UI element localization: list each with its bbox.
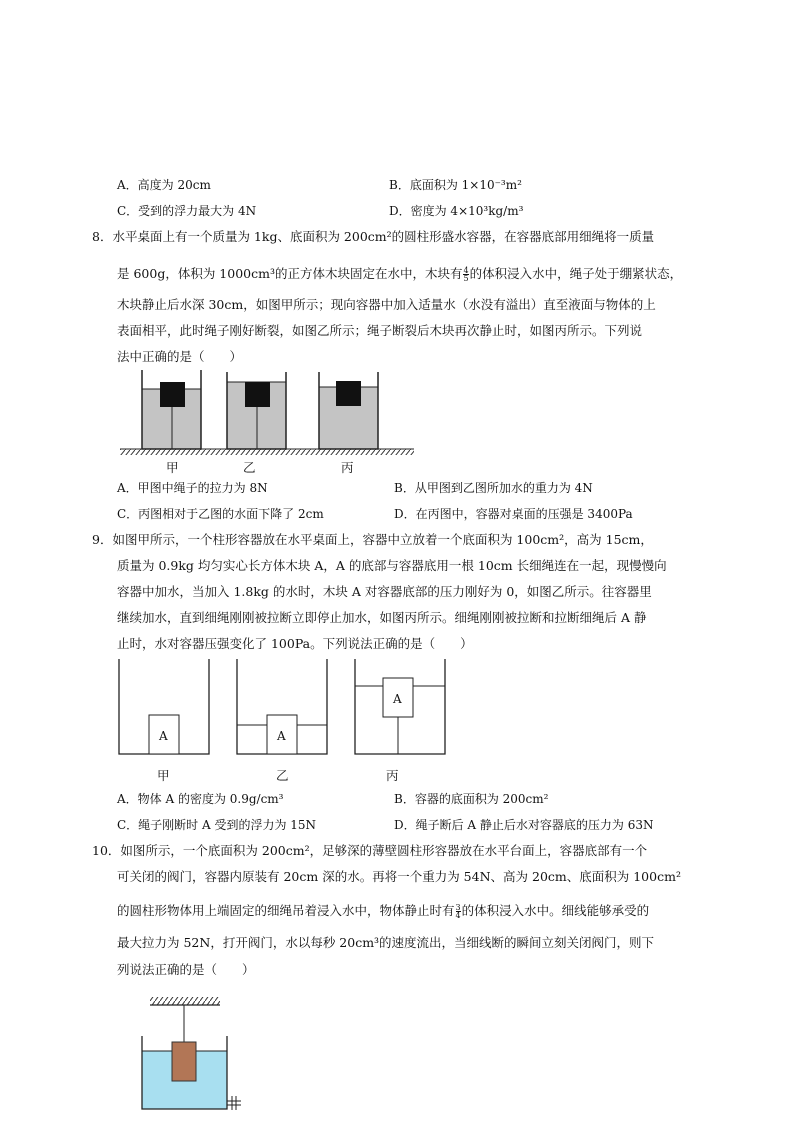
q8-option-a: A．甲图中绳子的拉力为 8N [117, 481, 268, 495]
q8-label-jia: 甲 [166, 460, 179, 475]
q9-line-4: 继续加水，直到细绳刚刚被拉断立即停止加水，如图丙所示。细绳刚刚被拉断和拉断细绳后 A 静 [117, 610, 647, 625]
q7-option-c: C．受到的浮力最大为 4N [117, 204, 257, 218]
q8-line-4: 表面相平，此时绳子刚好断裂，如图乙所示；绳子断裂后木块再次静止时，如图丙所示。下列说 [117, 323, 643, 338]
q8-label-yi: 乙 [243, 460, 256, 475]
q9-option-d: D．绳子断后 A 静止后水对容器底的压力为 63N [394, 818, 654, 832]
q9-line-1: 9．如图甲所示，一个柱形容器放在水平桌面上，容器中立放着一个底面积为 100cm²，高为 15cm， [92, 532, 653, 547]
q9-option-c: C．绳子刚断时 A 受到的浮力为 15N [117, 818, 317, 832]
q7-option-a: A．高度为 20cm [117, 178, 211, 192]
q8-option-b: B．从甲图到乙图所加水的重力为 4N [394, 481, 593, 495]
q10-figure [0, 990, 793, 1115]
valve-icon [227, 1096, 241, 1110]
q8-fraction: $\frac{4}{5}$ [463, 266, 469, 283]
q9-line-5: 止时，水对容器压强变化了 100Pa。下列说法正确的是（ ） [117, 636, 473, 651]
q8-line-3: 木块静止后水深 30cm，如图甲所示；现向容器中加入适量水（水没有溢出）直至液面与物体的上 [117, 297, 656, 312]
wood-block-bing [336, 381, 361, 406]
q8-container-bing [319, 372, 378, 449]
q8-container-jia [142, 370, 201, 449]
q8-line-2: 是 600g，体积为 1000cm³的正方体木块固定在水中，木块有 $\frac{4}{5}$ 的体积浸入水中，绳子处于绷紧状态， [117, 266, 683, 283]
q8-figure [0, 365, 793, 495]
q9-label-yi: 乙 [276, 768, 289, 783]
q9-option-a: A．物体 A 的密度为 0.9g/cm³ [117, 792, 284, 806]
q8-line-1: 8．水平桌面上有一个质量为 1kg、底面积为 200cm²的圆柱形盛水容器，在容器底部用细绳将一质量 [92, 229, 655, 244]
q9-line-3: 容器中加水，当加入 1.8kg 的水时，木块 A 对容器底部的压力刚好为 0，如图乙所示。往容器里 [117, 584, 652, 599]
q9-label-jia: 甲 [157, 768, 170, 783]
q9-figure [0, 655, 793, 765]
table-hatching [120, 449, 414, 455]
q9-line-2: 质量为 0.9kg 均匀实心长方体木块 A，A 的底部与容器底用一根 10cm 长细绳连在一起，现慢慢向 [117, 558, 667, 573]
q8-option-d: D．在丙图中，容器对桌面的压强是 3400Pa [394, 507, 633, 521]
q8-option-c: C．丙图相对于乙图的水面下降了 2cm [117, 507, 324, 521]
q10-line-4: 最大拉力为 52N，打开阀门，水以每秒 20cm³的速度流出，当细线断的瞬间立刻关闭阀门，则下 [117, 935, 655, 950]
q10-line-1: 10．如图所示，一个底面积为 200cm²，足够深的薄壁圆柱形容器放在水平台面上，容器底部有一个 [92, 843, 648, 858]
q7-option-b: B．底面积为 1×10⁻³m² [389, 178, 522, 192]
q10-line-3: 的圆柱形物体用上端固定的细绳吊着浸入水中，物体静止时有 $\frac{3}{4}$ 的体积浸入水中。细线能够承受的 [117, 903, 650, 920]
q8-container-yi [227, 372, 286, 449]
q10-line-2: 可关闭的阀门，容器内原装有 20cm 深的水。再将一个重力为 54N、高为 20cm、底面积为 100cm² [117, 869, 681, 884]
q10-line-5: 列说法正确的是（ ） [117, 962, 255, 977]
q9-block-label-bing: A [393, 692, 402, 706]
cylinder-object [172, 1042, 196, 1081]
q8-label-bing: 丙 [341, 460, 354, 475]
ceiling-hatching [150, 997, 220, 1005]
q9-block-label-yi: A [277, 729, 286, 743]
wood-block-yi [245, 382, 270, 407]
q9-block-label-jia: A [159, 729, 168, 743]
wood-block-jia [160, 382, 185, 407]
q9-option-b: B．容器的底面积为 200cm² [394, 792, 549, 806]
q8-line-5: 法中正确的是（ ） [117, 349, 243, 364]
q9-label-bing: 丙 [386, 768, 399, 783]
q10-fraction: $\frac{3}{4}$ [455, 903, 461, 920]
q7-option-d: D．密度为 4×10³kg/m³ [389, 204, 524, 218]
